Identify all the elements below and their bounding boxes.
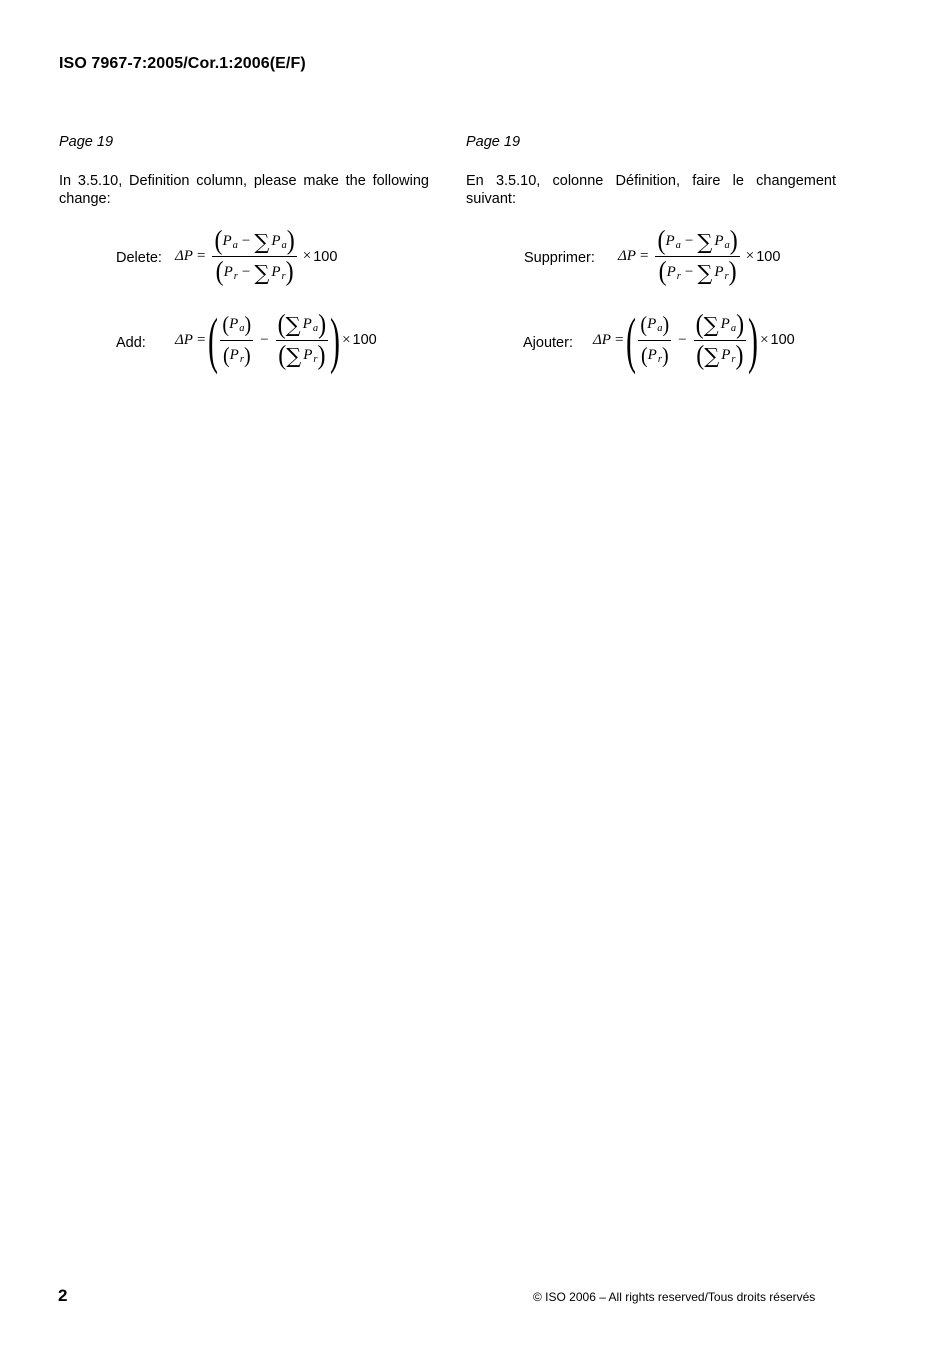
fraction-right: ( ∑ P a ) ( ∑ P r ) <box>695 309 745 371</box>
add-label-fr: Ajouter: <box>523 335 573 351</box>
sum-symbol: ∑ <box>697 260 713 285</box>
sum-symbol: ∑ <box>286 344 302 368</box>
hundred: 100 <box>756 248 781 265</box>
denominator: ( P r − ∑ P r ) <box>658 257 737 287</box>
times-sign: × <box>745 248 755 264</box>
delta-p: ΔP <box>175 248 193 264</box>
hundred: 100 <box>313 248 338 265</box>
delta-p: ΔP <box>175 331 193 348</box>
fraction-left: ( P a ) ( P r ) <box>222 312 252 368</box>
page-reference-fr: Page 19 <box>466 134 521 150</box>
numerator: ( P a − ∑ P a ) <box>214 226 295 256</box>
formula-delete-fr <box>618 228 780 285</box>
hundred: 100 <box>770 332 795 348</box>
page-reference-en: Page 19 <box>59 134 114 150</box>
equals-sign: = <box>614 331 624 348</box>
fraction-bar <box>212 256 296 257</box>
formula-add-en <box>175 305 377 375</box>
formula-delete-en <box>175 228 337 285</box>
fraction <box>655 228 739 285</box>
denominator: ( P r − ∑ P r ) <box>215 257 294 287</box>
bracketed-group: ( ( P a ) ( P r ) − ( ∑ P a ) ( ∑ P r ) ) <box>626 305 759 375</box>
sum-symbol: ∑ <box>254 260 270 285</box>
sum-symbol: ∑ <box>697 229 713 254</box>
delta-p: ΔP <box>618 248 636 264</box>
sum-symbol: ∑ <box>254 229 270 254</box>
fraction-right: ( ∑ P a ) ( ∑ P r ) <box>277 309 327 371</box>
document-id: ISO 7967-7:2005/Cor.1:2006(E/F) <box>59 55 306 72</box>
copyright-notice: © ISO 2006 – All rights reserved/Tous droits réservés <box>533 1290 816 1304</box>
add-label-en: Add: <box>116 335 146 351</box>
equals-sign: = <box>196 248 206 264</box>
times-sign: × <box>302 248 312 264</box>
hundred: 100 <box>352 332 377 348</box>
fraction <box>212 228 296 285</box>
delta-p: ΔP <box>593 331 611 348</box>
equals-sign: = <box>639 248 649 264</box>
sum-symbol: ∑ <box>704 344 720 368</box>
instruction-en: In 3.5.10, Definition column, please make the following change: <box>59 173 429 207</box>
instruction-fr: En 3.5.10, colonne Définition, faire le changement suivant: <box>466 173 836 207</box>
times-sign: × <box>342 331 351 348</box>
sum-symbol: ∑ <box>285 313 301 337</box>
formula-add-fr <box>593 305 795 375</box>
delete-label-en: Delete: <box>116 250 162 266</box>
delete-label-fr: Supprimer: <box>524 250 595 266</box>
times-sign: × <box>760 331 769 348</box>
bracketed-group: ( ( P a ) ( P r ) − ( ∑ P a ) ( ∑ P r ) ) <box>208 305 341 375</box>
fraction-bar <box>655 256 739 257</box>
equals-sign: = <box>196 331 206 348</box>
fraction-left: ( P a ) ( P r ) <box>640 312 670 368</box>
page-number: 2 <box>58 1286 68 1305</box>
numerator: ( P a − ∑ P a ) <box>657 226 738 256</box>
sum-symbol: ∑ <box>703 313 719 337</box>
